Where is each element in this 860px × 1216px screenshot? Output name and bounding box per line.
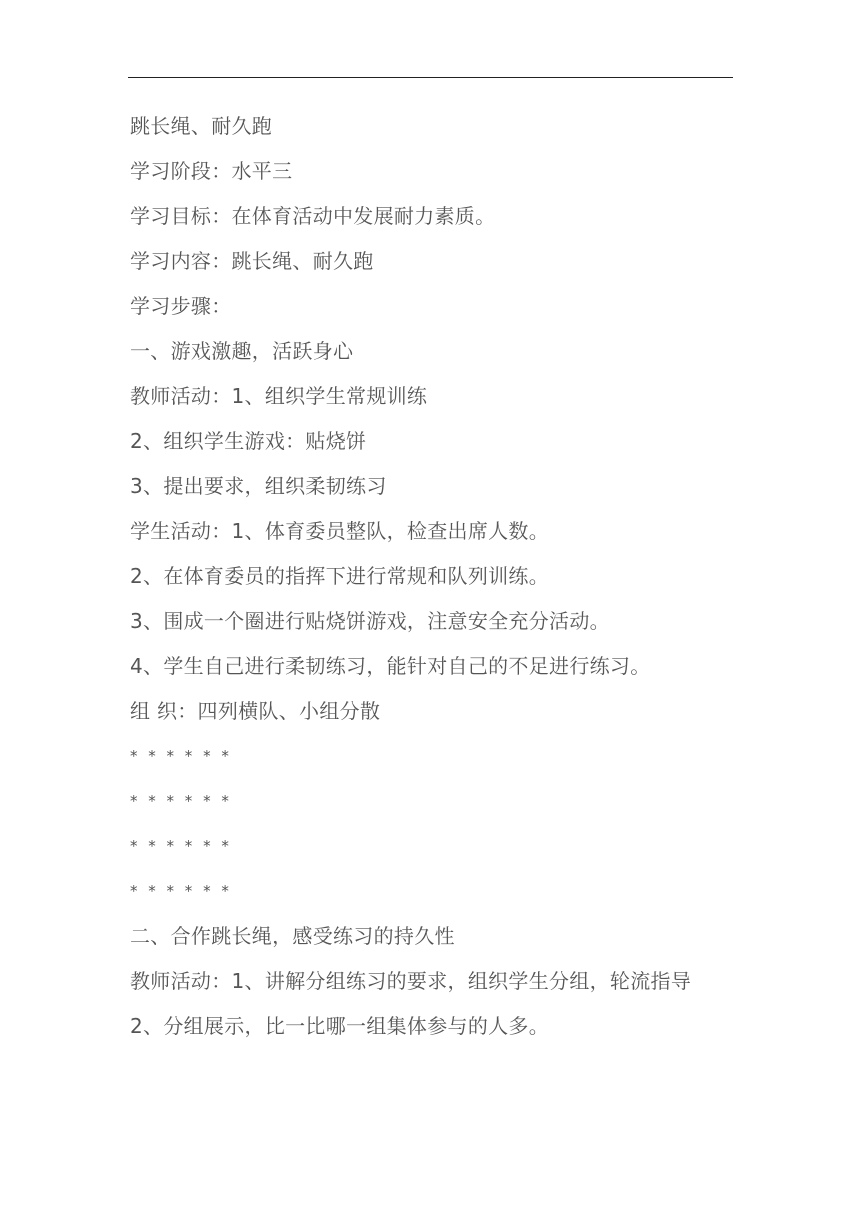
learning-content: 学习内容：跳长绳、耐久跑 bbox=[130, 249, 374, 273]
formation-row: * * * * * * bbox=[130, 882, 232, 900]
student-activity-1: 学生活动：1、体育委员整队，检查出席人数。 bbox=[130, 519, 550, 543]
learning-stage: 学习阶段：水平三 bbox=[130, 159, 293, 183]
teacher-activity-group-1: 教师活动：1、讲解分组练习的要求，组织学生分组，轮流指导 bbox=[130, 969, 692, 993]
formation-row: * * * * * * bbox=[130, 837, 232, 855]
formation-row: * * * * * * bbox=[130, 792, 232, 810]
student-activity-3: 3、围成一个圈进行贴烧饼游戏，注意安全充分活动。 bbox=[130, 609, 610, 633]
teacher-activity-1: 教师活动：1、组织学生常规训练 bbox=[130, 384, 428, 408]
learning-goal: 学习目标：在体育活动中发展耐力素质。 bbox=[130, 204, 496, 228]
teacher-activity-3: 3、提出要求，组织柔韧练习 bbox=[130, 474, 387, 498]
document-body bbox=[130, 104, 740, 1049]
learning-steps-heading: 学习步骤： bbox=[130, 294, 232, 318]
student-activity-4: 4、学生自己进行柔韧练习，能针对自己的不足进行练习。 bbox=[130, 654, 651, 678]
student-activity-2: 2、在体育委员的指挥下进行常规和队列训练。 bbox=[130, 564, 550, 588]
header-rule bbox=[128, 77, 733, 78]
lesson-title: 跳长绳、耐久跑 bbox=[130, 114, 273, 138]
formation-row: * * * * * * bbox=[130, 747, 232, 765]
organization-line: 组 织：四列横队、小组分散 bbox=[130, 699, 381, 723]
section-heading-1: 一、游戏激趣，活跃身心 bbox=[130, 339, 354, 363]
section-heading-2: 二、合作跳长绳，感受练习的持久性 bbox=[130, 924, 455, 948]
teacher-activity-2: 2、组织学生游戏：贴烧饼 bbox=[130, 429, 367, 453]
teacher-activity-group-2: 2、分组展示，比一比哪一组集体参与的人多。 bbox=[130, 1014, 550, 1038]
